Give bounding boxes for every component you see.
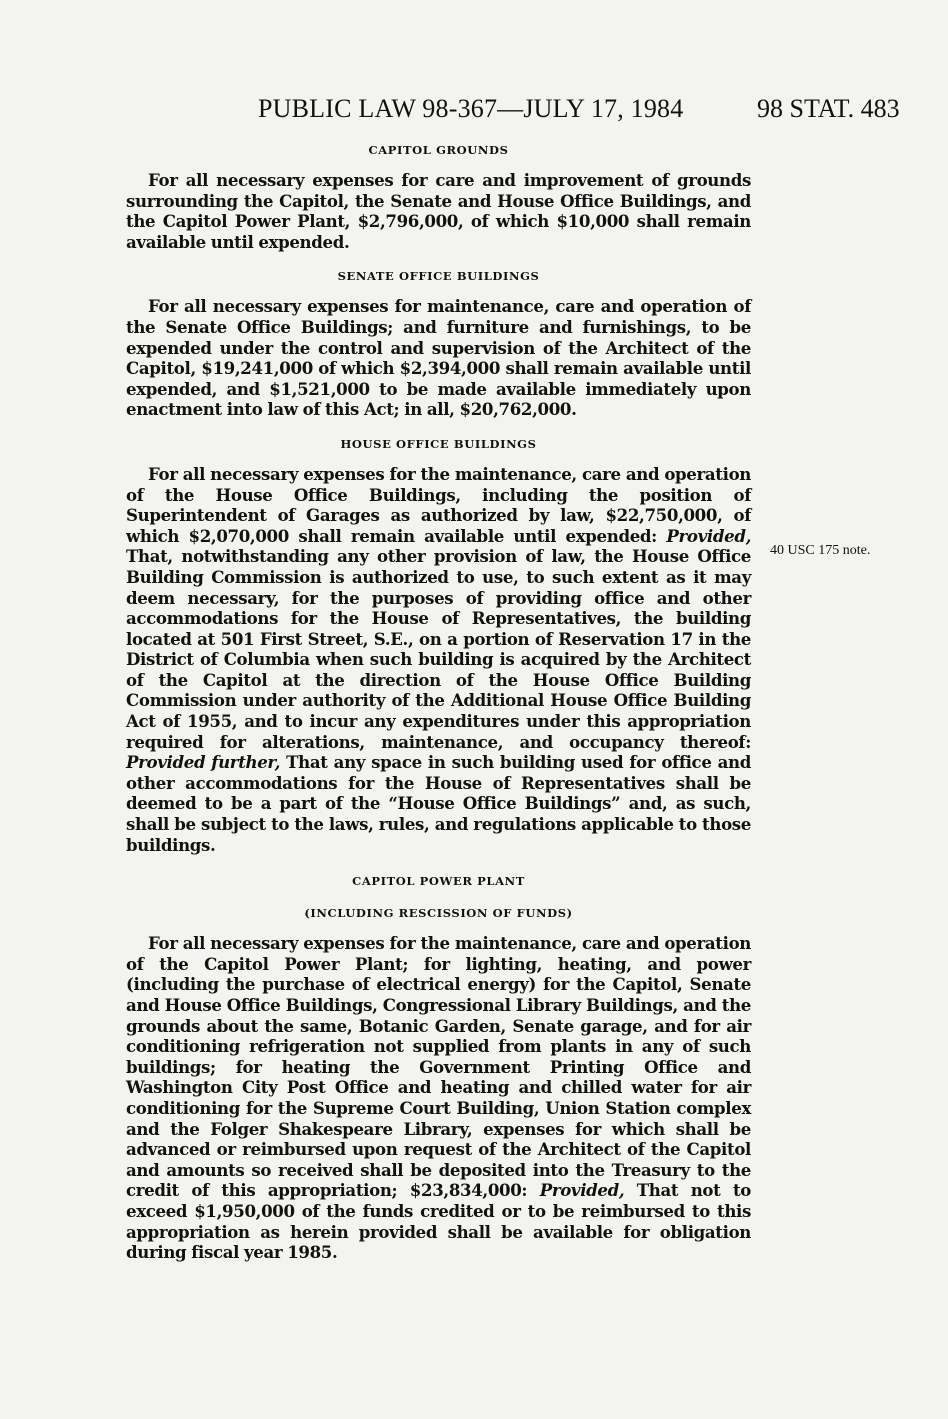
text-run: That any space in such building used for office and other accommodations for the House of Representatives shall be deemed to be a part of the “House Office Buildings” and, as such, shall be subject to the laws, rules, and regulations applicable to those buildings.: [126, 752, 751, 855]
margin-note: 40 USC 175 note.: [770, 543, 871, 558]
section-heading-senate-office-buildings: SENATE OFFICE BUILDINGS: [337, 269, 540, 284]
section-heading-capitol-grounds: CAPITOL GROUNDS: [368, 143, 509, 157]
text-run: For all necessary expenses for the maintenance, care and operation of the Capitol Power Plant; for lighting, heating, and power (including the purchase of electrical energy) for the Capitol, Senate and House Office Buildings, Congressional Library Buildings, and the grounds about the same, Botanic Garden, Senate garage, and for air conditioning refrigeration not supplied from plants in any of such buildings; for heating the Government Printing Office and Washington City Post Office and heating and chilled water for air conditioning for the Supreme Court Building, Union Station complex and the Folger Shakespeare Library, expenses for which shall be advanced or reimbursed upon request of the Architect of the Capitol and amounts so received shall be deposited into the Treasury to the credit of this appropriation; $23,834,000:: [126, 933, 751, 1201]
text-run: For all necessary expenses for the maintenance, care and operation of the House Office Buildings, including the position of Superintendent of Garages as authorized by law, $22,750,000, of which $2,070,000 shall remain available until expended:: [126, 463, 751, 546]
document-body: [126, 142, 751, 1263]
section-subheading-rescission: (INCLUDING RESCISSION OF FUNDS): [304, 906, 573, 921]
italic-proviso: Provided,: [539, 1180, 625, 1201]
section-heading-capitol-power-plant: CAPITOL POWER PLANT: [352, 874, 525, 889]
paragraph-house-office-buildings: [126, 464, 751, 855]
paragraph-capitol-grounds: For all necessary expenses for care and improvement of grounds surrounding the Capitol, the Senate and House Office Buildings, and the Capitol Power Plant, $2,796,000, of which $10,000 shall remain available until expended.: [126, 170, 751, 252]
text-run: That, notwithstanding any other provision of law, the House Office Building Commission is authorized to use, to such extent as it may deem necessary, for the purposes of providing office and other accommodations for the House of Representatives, the building located at 501 First Street, S.E., on a portion of Reservation 17 in the District of Columbia when such building is acquired by the Architect of the Capitol at the direction of the House Office Building Commission under authority of the Additional House Office Building Act of 1955, and to incur any expenditures under this appropriation required for alterations, maintenance, and occupancy thereof:: [126, 546, 751, 752]
italic-proviso: Provided,: [666, 525, 751, 546]
paragraph-capitol-power-plant: [126, 933, 751, 1263]
paragraph-senate-office-buildings: For all necessary expenses for maintenance, care and operation of the Senate Office Buildings; and furniture and furnishings, to be expended under the control and supervision of the Architect of the Capitol, $19,241,000 of which $2,394,000 shall remain available until expended, and $1,521,000 to be made available immediately upon enactment into law of this Act; in all, $20,762,000.: [126, 296, 751, 420]
italic-proviso: Provided further,: [126, 752, 281, 773]
text-run: That not to exceed $1,950,000 of the funds credited or to be reimbursed to this appropriation as herein provided shall be available for obligation during fiscal year 1985.: [126, 1180, 751, 1263]
section-heading-house-office-buildings: HOUSE OFFICE BUILDINGS: [340, 436, 537, 451]
page-header-title: PUBLIC LAW 98-367—JULY 17, 1984: [258, 94, 684, 123]
page-header-stat: 98 STAT. 483: [757, 94, 900, 123]
